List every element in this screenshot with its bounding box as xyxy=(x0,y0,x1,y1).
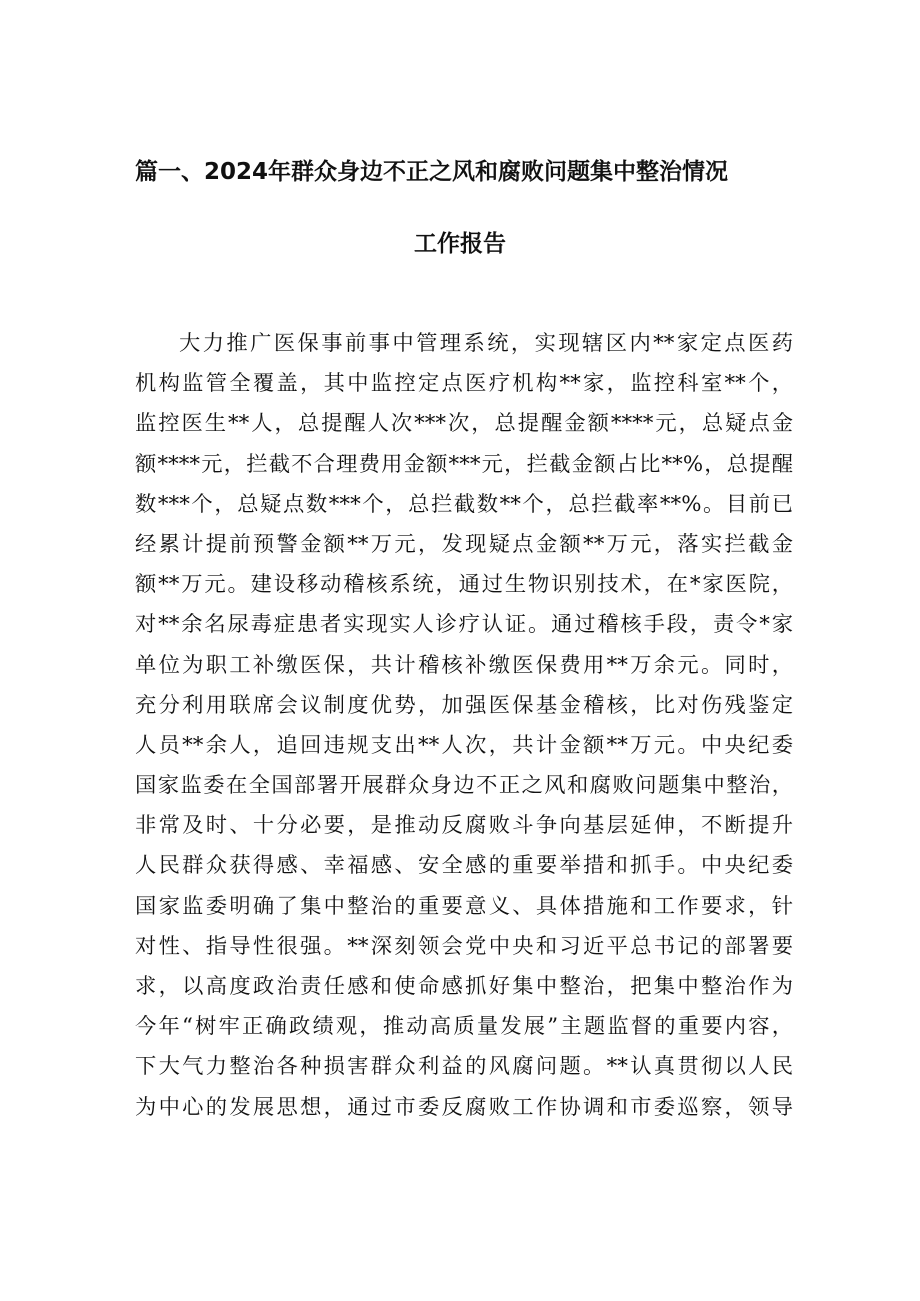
paragraph-line: 求，以高度政治责任感和使命感抓好集中整治，把集中整治作为 xyxy=(135,974,793,999)
paragraph-line: 充分利用联席会议制度优势，加强医保基金稽核，比对伤残鉴定 xyxy=(135,692,793,718)
paragraph-line: 监控医生**人，总提醒人次***次，总提醒金额****元，总疑点金 xyxy=(135,411,793,437)
paragraph-line: 单位为职工补缴医保，共计稽核补缴医保费用**万余元。同时， xyxy=(135,652,793,678)
paragraph-line: 国家监委明确了集中整治的重要意义、具体措施和工作要求，针 xyxy=(135,893,793,919)
paragraph-line: 下大气力整治各种损害群众利益的风腐问题。**认真贯彻以人民 xyxy=(135,1054,793,1080)
paragraph-line: 大力推广医保事前事中管理系统，实现辖区内**家定点医药 xyxy=(179,331,793,356)
paragraph-line: 非常及时、十分必要，是推动反腐败斗争向基层延伸，不断提升 xyxy=(135,813,793,839)
paragraph-line: 今年“树牢正确政绩观，推动高质量发展”主题监督的重要内容， xyxy=(135,1014,793,1040)
paragraph-line: 机构监管全覆盖，其中监控定点医疗机构**家，监控科室**个， xyxy=(135,371,793,397)
document-title-line-1: 篇一、2024年群众身边不正之风和腐败问题集中整治情况 xyxy=(135,159,729,185)
paragraph-line: 为中心的发展思想，通过市委反腐败工作协调和市委巡察，领导 xyxy=(135,1094,793,1120)
paragraph-line: 人民群众获得感、幸福感、安全感的重要举措和抓手。中央纪委 xyxy=(135,853,793,879)
paragraph-line: 数***个，总疑点数***个，总拦截数**个，总拦截率**%。目前已 xyxy=(135,491,793,517)
body-paragraph xyxy=(135,324,793,1128)
document-title-line-2: 工作报告 xyxy=(414,231,506,257)
paragraph-line: 额****元，拦截不合理费用金额***元，拦截金额占比**%，总提醒 xyxy=(135,451,793,477)
paragraph-line: 对**余名尿毒症患者实现实人诊疗认证。通过稽核手段，责令*家 xyxy=(135,612,793,638)
paragraph-line: 经累计提前预警金额**万元，发现疑点金额**万元，落实拦截金 xyxy=(135,531,793,557)
paragraph-line: 国家监委在全国部署开展群众身边不正之风和腐败问题集中整治， xyxy=(135,773,793,799)
paragraph-line: 额**万元。建设移动稽核系统，通过生物识别技术，在*家医院， xyxy=(135,572,793,598)
paragraph-line: 人员**余人，追回违规支出**人次，共计金额**万元。中央纪委 xyxy=(135,732,793,758)
paragraph-line: 对性、指导性很强。**深刻领会党中央和习近平总书记的部署要 xyxy=(135,933,793,959)
